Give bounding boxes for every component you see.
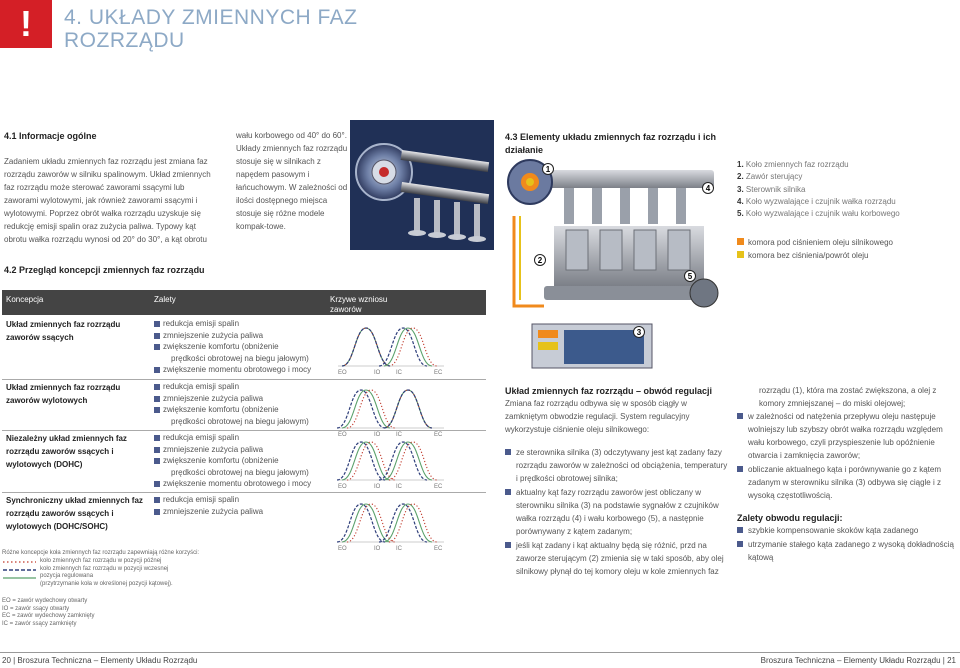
list-item: redukcja emisji spalin (154, 432, 330, 444)
vvt-system-diagram (504, 156, 730, 372)
valve-lift-curve (342, 328, 390, 366)
curve-axis-label: IC (396, 432, 402, 438)
table-header-concept: Koncepcja (6, 295, 44, 304)
curve-axis-label: IO (374, 370, 381, 376)
curve-axis-label: IO (374, 546, 381, 550)
curve-axis-label: EO (338, 546, 347, 550)
curve-axis-label: EC (434, 370, 443, 376)
curve-axis-label: EC (434, 546, 443, 550)
list-item: zwiększenie komfortu (obniżenie (154, 455, 330, 467)
abbrev-ec: EC = zawór wydechowy zamknięty (2, 613, 95, 619)
marker-3: 3 (636, 328, 642, 337)
curve-axis-label: IO (374, 484, 381, 490)
list-item: zmniejszenie zużycia paliwa (154, 330, 330, 342)
list-item: zmniejszenie zużycia paliwa (154, 393, 330, 405)
list-item: zwiększenie momentu obrotowego i mocy (154, 478, 330, 490)
list-item: prędkości obrotowej na biegu jałowym) (171, 416, 309, 426)
footer-divider (0, 652, 960, 653)
advantages-exhaust (154, 381, 330, 427)
curve-axis-label: IC (396, 370, 402, 376)
component-list (737, 159, 957, 220)
list-item: redukcja emisji spalin (154, 318, 330, 330)
warning-badge: ! (0, 0, 52, 48)
section-4-1-text-left: Zadaniem układu zmiennych faz rozrządu jest zmiana faz rozrządu zaworów w silniku spalinowym. Układ zmiennych faz rozrządu może sterować zaworami ssącymi lub zaworami wylotowymi, jak również zaworami ssącymi i wylotowymi. Poprzez obrót wałka rozrządu uzyskuje się redukcję emisji spalin oraz zużycia paliwa. Typowy kąt obrotu wałka rozrządu wynosi od 20° do 30°, a kąt obrotu (4, 157, 211, 244)
control-loop-bullets-2 (737, 410, 957, 503)
section-4-3-heading: 4.3 Elementy układu zmiennych faz rozrządu i ich działanie (505, 132, 717, 155)
table-header-advantages: Zalety (154, 295, 176, 304)
legend-return: komora bez ciśnienia/powrót oleju (737, 249, 957, 262)
component-item: 4. Koło wyzwalające i czujnik wałka rozrządu (737, 196, 896, 206)
curve-axis-label: EO (338, 432, 347, 438)
curve-axis-label: IC (396, 484, 402, 490)
section-4-1-heading: 4.1 Informacje ogólne (4, 131, 97, 141)
control-loop-intro: Zmiana faz rozrządu odbywa się w sposób ciągły w zamkniętym obwodzie regulacji. System regulacyjny wykorzystuje ciśnienie oleju silnikowego: (505, 399, 690, 434)
concept-exhaust: Układ zmiennych faz rozrządu zaworów wylotowych (6, 383, 121, 405)
section-4-2-heading: 4.2 Przegląd koncepcji zmiennych faz rozrządu (4, 265, 205, 275)
curve-axis-label: EC (434, 432, 443, 438)
component-item: 3. Sterownik silnika (737, 184, 806, 194)
component-item: 2. Zawór sterujący (737, 172, 803, 182)
curve-axis-label: EC (434, 484, 443, 490)
table-header (2, 290, 486, 315)
camshaft-illustration (350, 120, 494, 250)
legend-item-early: koło zmiennych faz rozrządu w pozycji wczesnej (40, 565, 169, 572)
marker-1: 1 (545, 165, 551, 174)
list-item: zmniejszenie zużycia paliwa (154, 444, 330, 456)
list-item: zwiększenie momentu obrotowego i mocy (154, 364, 330, 376)
concept-independent: Niezależny układ zmiennych faz rozrządu zaworów ssących i wylotowych (DOHC) (6, 434, 127, 469)
curve-axis-label: EO (338, 370, 347, 376)
list-item: redukcja emisji spalin (154, 381, 330, 393)
list-item: w zależności od natężenia przepływu oleju następuje wolniejszy lub szybszy obrót wałka rozrządu względem wału korbowego, czyli przyspieszenie lub opóźnienie otwarcia i zamknięcia zaworów; (737, 410, 957, 462)
list-item: prędkości obrotowej na biegu jałowym) (171, 467, 309, 477)
list-item: redukcja emisji spalin (154, 494, 330, 506)
legend-item-note: (przytrzymanie koła w określonej pozycji kątowej). (40, 580, 173, 587)
list-item: zwiększenie komfortu (obniżenie (154, 341, 330, 353)
table-header-curves: Krzywe wzniosu zaworów (330, 295, 388, 314)
list-item: zwiększenie komfortu (obniżenie (154, 404, 330, 416)
advantages-list (737, 524, 957, 565)
abbreviations (2, 598, 182, 628)
oil-chamber-legend (737, 236, 957, 262)
control-loop-continuation: rozrządu (1), która ma zostać zwiększona, a olej z komory zmniejszanej – do miski olejowej; (759, 386, 937, 408)
footer-left: 20 | Broszura Techniczna – Elementy Układu Rozrządu (2, 656, 198, 665)
advantages-synchronous (154, 494, 330, 517)
list-item: ze sterownika silnika (3) odczytywany jest kąt zadany fazy rozrządu zaworów w zależności od obciążenia, temperatury i prędkości obrotowej silnika; (505, 446, 730, 485)
control-loop-bullets (505, 446, 730, 579)
list-item: prędkości obrotowej na biegu jałowym) (171, 353, 309, 363)
advantages-independent (154, 432, 330, 490)
abbrev-io: IO = zawór ssący otwarty (2, 605, 70, 612)
curve-axis-label: EO (338, 484, 347, 490)
concept-synchronous: Synchroniczny układ zmiennych faz rozrządu zaworów ssących i wylotowych (DOHC/SOHC) (6, 496, 143, 531)
valve-lift-curves (336, 318, 446, 550)
legend-item-late: koło zmiennych faz rozrządu w pozycji późnej (40, 558, 162, 564)
list-item: obliczanie aktualnego kąta i porównywanie go z kątem zadanym w sterowniku silnika (3) odbywa się ciągle i z wysoką częstotliwością. (737, 463, 957, 502)
yellow-swatch (737, 251, 744, 258)
section-4-1-text-right: wału korbowego od 40° do 60°. Układy zmiennych faz rozrządu stosuje się w silnikach z napędem pasowym i łańcuchowym. W zależności od ilości dostępnego miejsca stosuje się różne modele kompak-towe. (236, 131, 348, 231)
footer-right: Broszura Techniczna – Elementy Układu Rozrządu | 21 (760, 656, 956, 665)
list-item: jeśli kąt zadany i kąt aktualny będą się różnić, przd na zaworze sterującym (2) zmienia się w taki sposób, aby olej silnikowy płynął do tej komory oleju w kole zmiennych faz (505, 539, 730, 578)
orange-swatch (737, 238, 744, 245)
list-item: zmniejszenie zużycia paliwa (154, 506, 330, 518)
abbrev-eo: EO = zawór wydechowy otwarty (2, 598, 88, 604)
valve-lift-curve (384, 390, 432, 428)
curve-axis-label: IO (374, 432, 381, 438)
list-item: aktualny kąt fazy rozrządu zaworów jest obliczany w sterowniku silnika (3) na podstawie sygnałów z czujników wałka rozrządu (4) i wału korbowego (5), a następnie porównywany z kątem zadanym; (505, 486, 730, 538)
concept-intake: Układ zmiennych faz rozrządu zaworów ssących (6, 320, 121, 342)
legend-pressure: komora pod ciśnieniem oleju silnikowego (737, 236, 957, 249)
legend-item-regulated: pozycja regulowana (40, 573, 94, 579)
page-title: 4. UKŁADY ZMIENNYCH FAZ ROZRZĄDU (64, 6, 358, 52)
abbrev-ic: IC = zawór ssący zamknięty (2, 620, 77, 627)
control-loop-heading: Układ zmiennych faz rozrządu – obwód regulacji (505, 386, 713, 396)
component-item: 1. Koło zmiennych faz rozrządu (737, 160, 849, 169)
list-item: szybkie kompensowanie skoków kąta zadanego (737, 524, 957, 537)
marker-2: 2 (537, 256, 543, 265)
legend-items (40, 558, 230, 588)
legend-intro: Różne koncepcje koła zmiennych faz rozrządu zapewniają różne korzyści: (2, 550, 200, 556)
legend-line-samples (2, 558, 38, 588)
curve-axis-label: IC (396, 546, 402, 550)
marker-4: 4 (705, 184, 711, 193)
component-item: 5. Koło wyzwalające i czujnik wału korbowego (737, 209, 900, 219)
advantages-heading: Zalety obwodu regulacji: (737, 513, 843, 523)
advantages-intake (154, 318, 330, 376)
list-item: utrzymanie stałego kąta zadanego z wysoką dokładnością kątową (737, 538, 957, 564)
marker-5: 5 (687, 272, 693, 281)
